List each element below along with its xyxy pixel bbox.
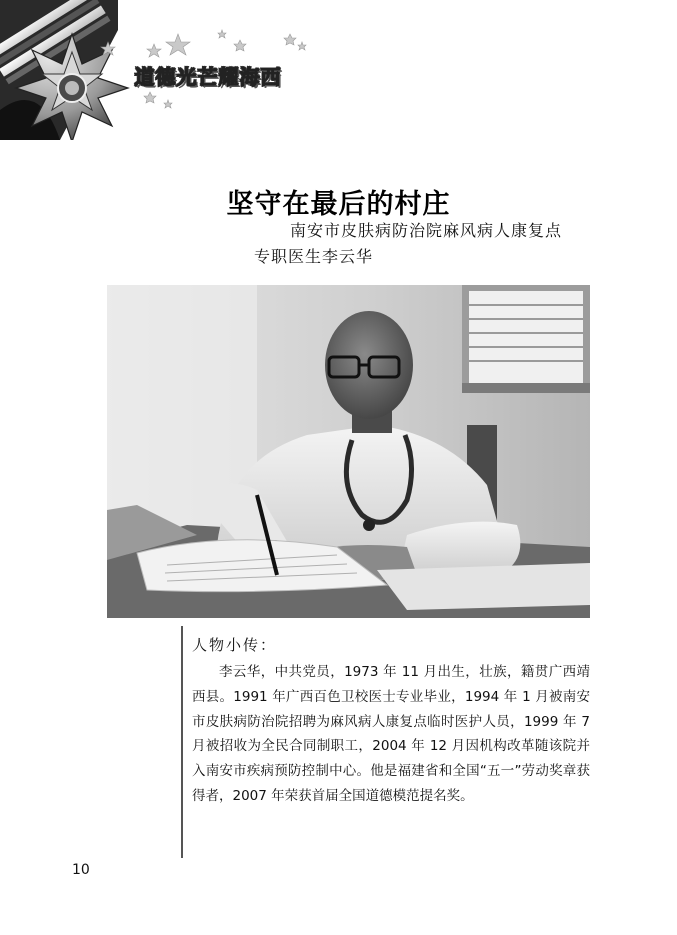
page-number: 10 xyxy=(72,862,90,878)
series-banner-title: 道德光芒耀海西 xyxy=(134,64,282,89)
bio-side-rule xyxy=(181,626,183,858)
article-subtitle-line1: 南安市皮肤病防治院麻风病人康复点 xyxy=(290,221,563,240)
bio-paragraph: 李云华，中共党员，1973 年 11 月出生，壮族，籍贯广西靖西县。1991 年广西百色卫校医士专业毕业，1994 年 1 月被南安市皮肤病防治院招聘为麻风病人康复点临时医护人员，1999 年 7 月被招收为全民合同制职工，2004 年 12 月因机构改革随该院并入南安市疾病预防控制中心。他是福建省和全国“五一”劳动奖章获得者，2007 年荣获首届全国道德模范提名奖。 xyxy=(192,664,590,804)
article-title: 坚守在最后的村庄 xyxy=(226,189,451,220)
doctor-at-desk-image xyxy=(107,285,590,618)
bio-heading: 人物小传： xyxy=(192,636,278,654)
article-subtitle-line2: 专职医生李云华 xyxy=(254,247,374,266)
doctor-photo xyxy=(107,285,590,618)
